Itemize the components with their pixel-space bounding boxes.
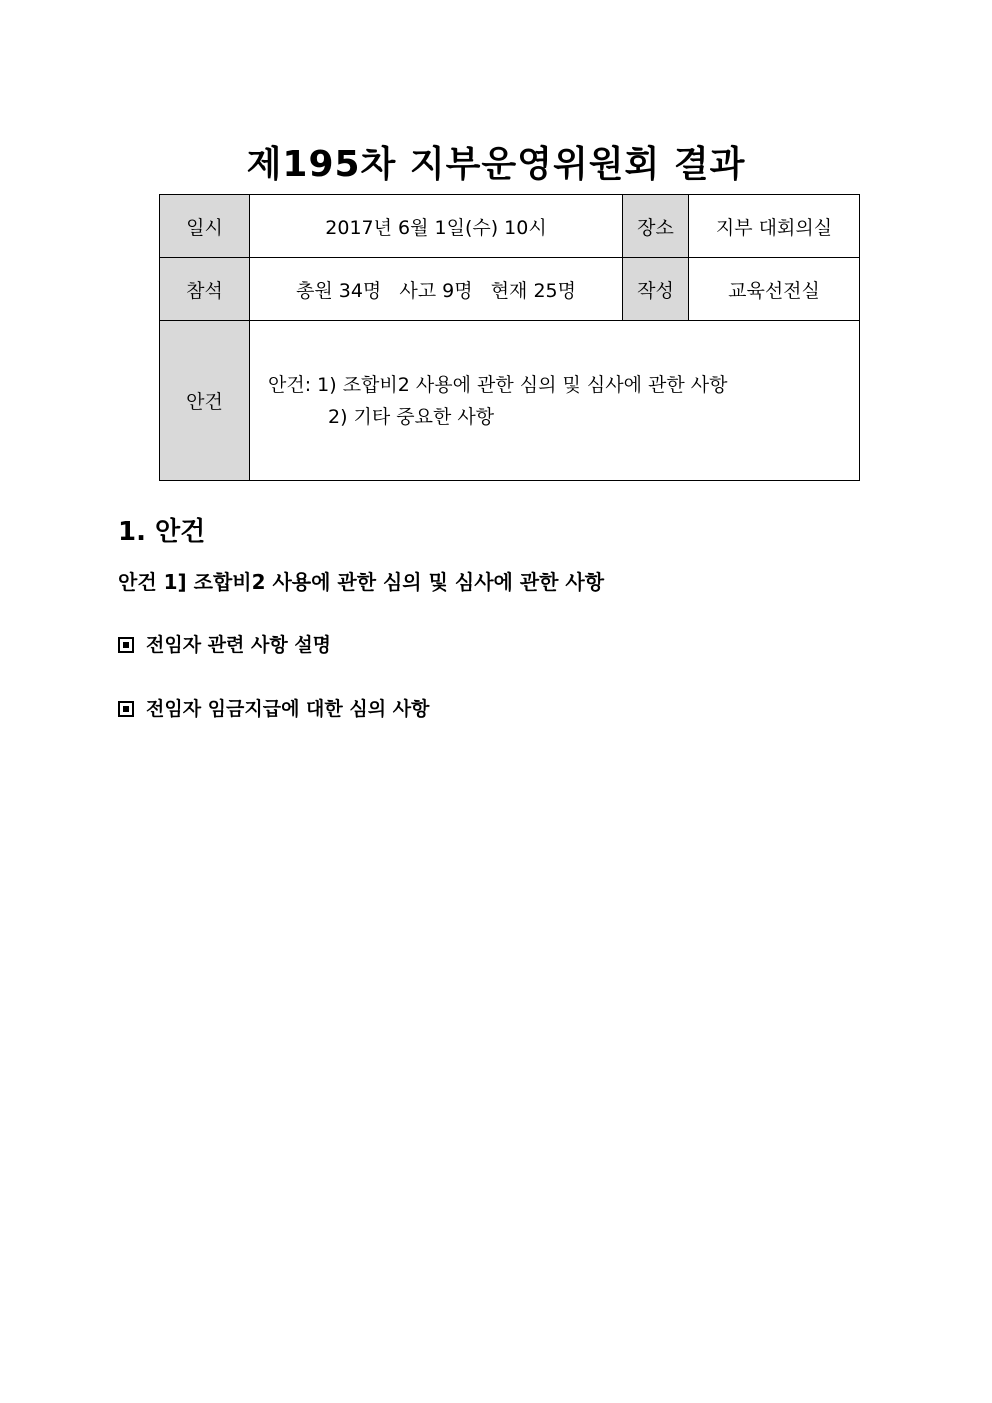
bullet-text: 전임자 관련 사항 설명: [146, 634, 332, 656]
place-label: 장소: [623, 195, 689, 258]
author-value: 교육선전실: [689, 258, 860, 321]
square-bullet-icon: [118, 637, 134, 653]
document-title: 제195차 지부운영위원회 결과: [246, 144, 746, 185]
section-heading: 1. 안건: [118, 517, 206, 547]
author-label: 작성: [623, 258, 689, 321]
attendance-value: 총원 34명 사고 9명 현재 25명: [250, 258, 623, 321]
agenda-label: 안건: [160, 321, 250, 481]
attendance-label: 참석: [160, 258, 250, 321]
agenda-item-heading: 안건 1] 조합비2 사용에 관한 심의 및 심사에 관한 사항: [118, 570, 605, 594]
date-value: 2017년 6월 1일(수) 10시: [250, 195, 623, 258]
bullet-item: [118, 630, 331, 660]
place-value: 지부 대회의실: [689, 195, 860, 258]
table-row-agenda: [160, 321, 860, 481]
bullet-item: [118, 694, 429, 724]
bullet-text: 전임자 임금지급에 대한 심의 사항: [146, 698, 430, 720]
agenda-value: [250, 321, 860, 481]
table-row-attendance: [160, 258, 860, 321]
date-label: 일시: [160, 195, 250, 258]
agenda-line-1: 안건: 1) 조합비2 사용에 관한 심의 및 심사에 관한 사항: [268, 373, 728, 396]
table-row-date: [160, 195, 860, 258]
meeting-info-table: [159, 194, 860, 481]
agenda-line-2: 2) 기타 중요한 사항: [328, 405, 495, 428]
square-bullet-icon: [118, 701, 134, 717]
